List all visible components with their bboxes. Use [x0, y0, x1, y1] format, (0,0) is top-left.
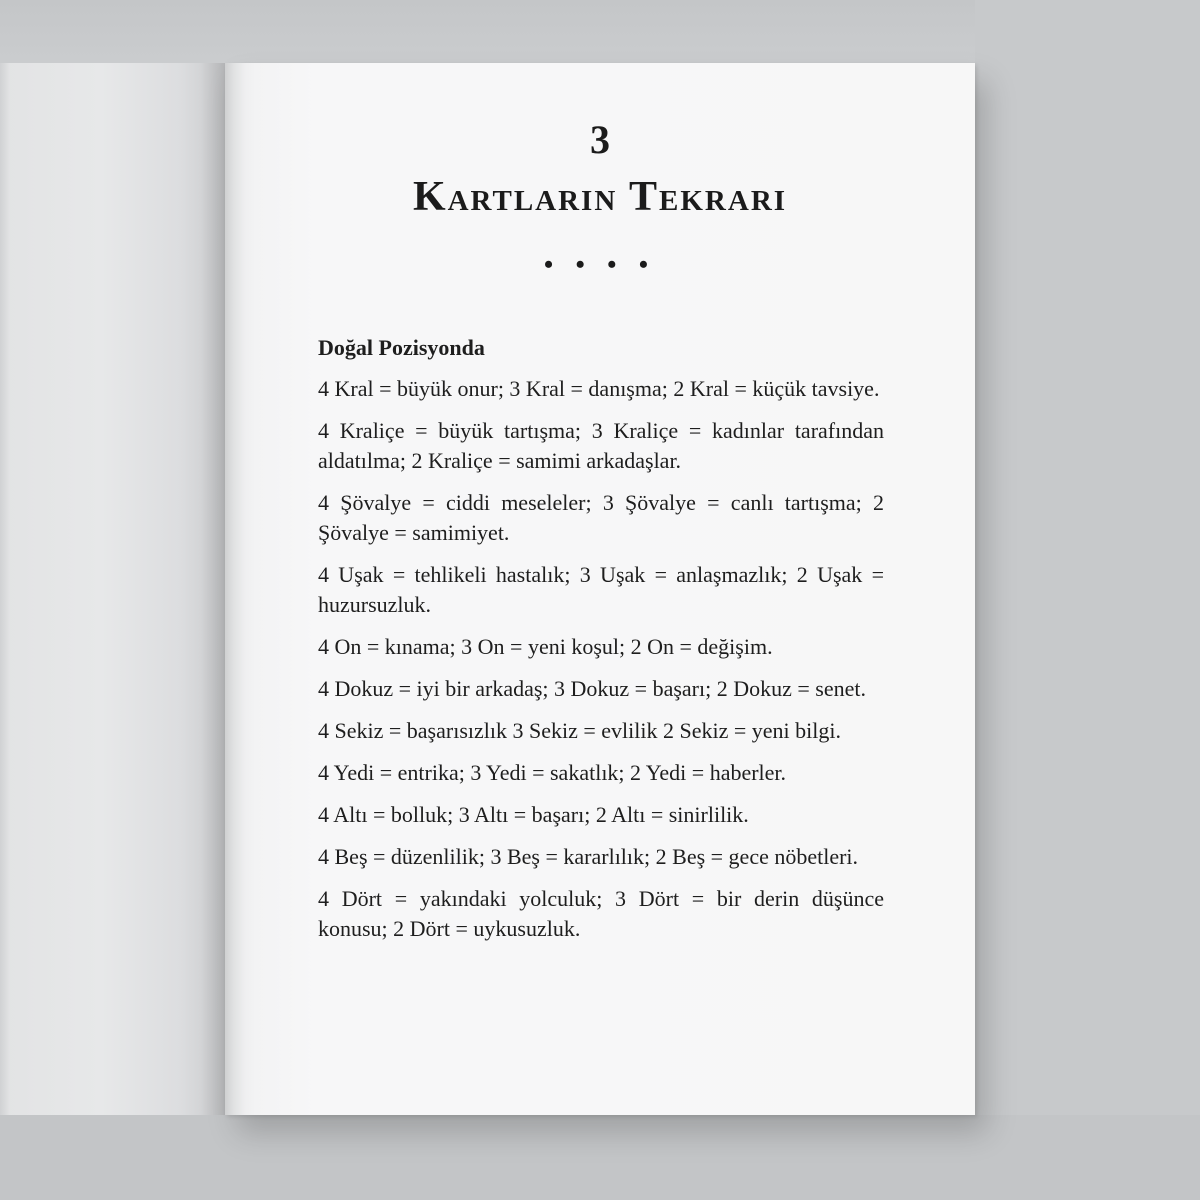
chapter-title: Kartların Tekrarı [412, 174, 788, 220]
entry-on: 4 On = kınama; 3 On = yeni koşul; 2 On = değişim. [318, 634, 773, 659]
chapter-number: 3 [590, 117, 610, 162]
background-bottom [0, 1115, 1200, 1200]
section-heading: Doğal Pozisyonda [318, 335, 485, 360]
entry-kral: 4 Kral = büyük onur; 3 Kral = danışma; 2 Kral = küçük tavsiye. [318, 376, 880, 401]
entry-dokuz: 4 Dokuz = iyi bir arkadaş; 3 Dokuz = başarı; 2 Dokuz = senet. [318, 676, 866, 701]
entry-alti: 4 Altı = bolluk; 3 Altı = başarı; 2 Altı = sinirlilik. [318, 802, 749, 827]
left-page-edge [0, 63, 10, 1115]
background-right [975, 0, 1200, 1200]
page-body [318, 333, 884, 956]
entry-kralice: 4 Kraliçe = büyük tartışma; 3 Kraliçe = kadınlar tarafından aldatılma; 2 Kraliçe = samimi arkadaşlar. [318, 418, 884, 473]
entry-usak: 4 Uşak = tehlikeli hastalık; 3 Uşak = anlaşmazlık; 2 Uşak = huzursuzluk. [318, 562, 884, 617]
left-page [0, 63, 226, 1115]
ornament-dots: • • • • [544, 250, 656, 279]
entry-bes: 4 Beş = düzenlilik; 3 Beş = kararlılık; 2 Beş = gece nöbetleri. [318, 844, 859, 869]
entry-dort: 4 Dört = yakındaki yolculuk; 3 Dört = bir derin düşünce konusu; 2 Dört = uykusuzluk. [318, 886, 884, 941]
entry-sovalye: 4 Şövalye = ciddi meseleler; 3 Şövalye = canlı tartışma; 2 Şövalye = samimiyet. [318, 490, 884, 545]
entry-yedi: 4 Yedi = entrika; 3 Yedi = sakatlık; 2 Yedi = haberler. [318, 760, 787, 785]
entry-sekiz: 4 Sekiz = başarısızlık 3 Sekiz = evlilik 2 Sekiz = yeni bilgi. [318, 718, 841, 743]
